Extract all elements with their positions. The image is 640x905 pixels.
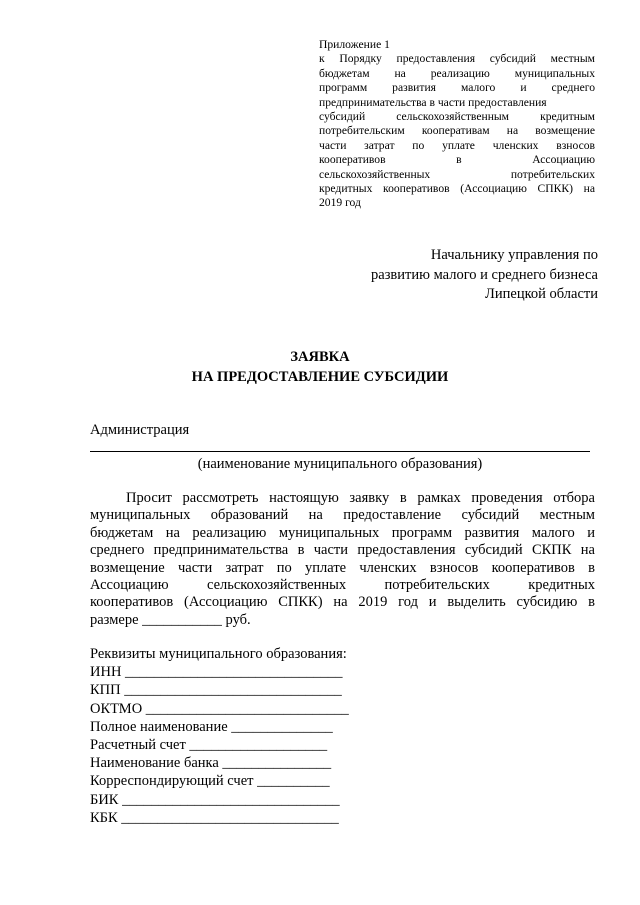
request-paragraph: [90, 490, 595, 629]
appendix-line: к Порядку предоставления субсидий местным: [319, 52, 595, 66]
appendix-line: бюджетам на реализацию муниципальных: [319, 66, 595, 80]
appendix-line: кооперативов в Ассоциацию: [319, 153, 595, 167]
appendix-line: программ развития малого и среднего: [319, 81, 595, 95]
paragraph-line: Ассоциацию сельскохозяйственных потребительских кредитных: [90, 577, 595, 594]
requisite-field-account: Расчетный счет ___________________: [90, 737, 328, 754]
requisite-field-bank: Наименование банка _______________: [90, 755, 332, 772]
paragraph-line: бюджетам на реализацию муниципальных программ развития малого и: [90, 524, 595, 541]
appendix-line: сельскохозяйственных потребительских: [319, 167, 595, 181]
administration-underline: [90, 451, 590, 452]
paragraph-line: среднего предпринимательства в части предоставления субсидий СКПК на: [90, 542, 595, 559]
requisites-block: [90, 645, 490, 827]
requisite-field-kbk: КБК ______________________________: [90, 809, 339, 826]
requisite-field-kpp: КПП ______________________________: [90, 682, 342, 699]
document-title: ЗАЯВКА: [290, 349, 350, 365]
appendix-line: потребительским кооперативам на возмещение: [319, 124, 595, 138]
addressee-line: Начальнику управления по: [430, 247, 598, 263]
appendix-line: Приложение 1: [319, 38, 390, 51]
requisite-field-inn: ИНН ______________________________: [90, 664, 343, 681]
document-subtitle: НА ПРЕДОСТАВЛЕНИЕ СУБСИДИИ: [191, 369, 449, 385]
requisite-field-oktmo: ОКТМО ____________________________: [90, 700, 349, 717]
addressee-line: Липецкой области: [485, 286, 598, 302]
appendix-line: кредитных кооперативов (Ассоциацию СПКК) на: [319, 182, 595, 196]
appendix-line: 2019 год: [319, 196, 361, 210]
addressee-block: [298, 246, 598, 305]
appendix-line: субсидий сельскохозяйственным кредитным: [319, 110, 595, 124]
appendix-line: части затрат по уплате членских взносов: [319, 138, 595, 152]
requisite-field-full-name: Полное наименование ______________: [90, 718, 333, 735]
requisite-field-corr-account: Корреспондирующий счет __________: [90, 773, 330, 790]
paragraph-line: муниципальных образований на предоставление субсидий местным: [90, 507, 595, 524]
administration-label: Администрация: [90, 422, 190, 438]
appendix-line: предпринимательства в части предоставления: [319, 95, 547, 109]
paragraph-line: возмещение части затрат по уплате членских взносов кооперативов в: [90, 559, 595, 576]
administration-caption: (наименование муниципального образования): [197, 456, 483, 472]
addressee-line: развитию малого и среднего бизнеса: [371, 266, 598, 283]
requisites-heading: Реквизиты муниципального образования:: [90, 646, 347, 662]
requisite-field-bik: БИК ______________________________: [90, 791, 340, 808]
appendix-block: [319, 38, 595, 211]
paragraph-line: кооперативов (Ассоциацию СПКК) на 2019 год и выделить субсидию в: [90, 594, 595, 611]
paragraph-line: размере ___________ руб.: [90, 611, 251, 628]
paragraph-line: Просит рассмотреть настоящую заявку в рамках проведения отбора: [126, 490, 595, 506]
